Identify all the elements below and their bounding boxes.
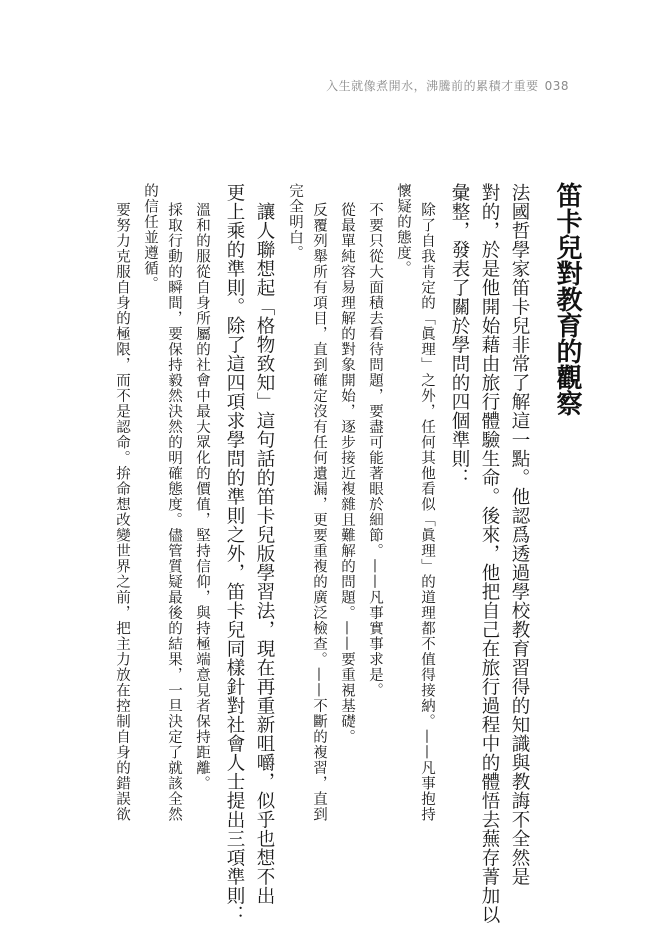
quote-line: 不要只從大面積去看待問題，要盡可能著眼於細節。——凡事實事求是。 xyxy=(367,202,383,698)
quote-line: 採取行動的瞬間，要保持毅然決然的明確態度。儘管質疑最後的結果，一旦決定了就該全然 xyxy=(166,202,182,822)
quote-line: 的信任並遵循。 xyxy=(142,183,158,292)
quote-line: 懷疑的態度。 xyxy=(395,183,411,276)
body-line: 法國哲學家笛卡兒非常了解這一點。他認爲透過學校教育習得的知識與教誨不全然是 xyxy=(509,183,530,886)
quote-line: 從最單純容易理解的對象開始，逐步接近複雜且難解的問題。——要重視基礎。 xyxy=(339,202,355,745)
body-line: 對的，於是他開始藉由旅行體驗生命。後來，他把自己在旅行過程中的體悟去蕪存菁加以 xyxy=(479,183,500,924)
quote-line: 反覆列舉所有項目，直到確定沒有任何遺漏，更要重複的廣泛檢查。——不斷的複習，直到 xyxy=(311,202,327,822)
quote-line: 完全明白。 xyxy=(287,183,303,261)
section-title: 笛卡兒對教育的觀察 xyxy=(552,182,582,416)
body-line: 讓人聯想起「格物致知」這句話的笛卡兒版學習法，現在再重新咀嚼，似乎也想不出 xyxy=(254,202,275,905)
page-number: 038 xyxy=(544,79,569,93)
running-title: 入生就像煮開水，沸騰前的累積才重要 xyxy=(326,79,539,93)
body-line: 彙整，發表了關於學問的四個準則： xyxy=(449,183,470,487)
quote-line: 除了自我肯定的「眞理」之外，任何其他看似「眞理」的道理都不值得接納。——凡事抱持 xyxy=(419,202,435,822)
quote-line: 溫和的服從自身所屬的社會中最大眾化的價值，堅持信仰，與持極端意見者保持距離。 xyxy=(194,202,210,791)
running-header xyxy=(326,77,569,94)
quote-line: 要努力克服自身的極限，而不是認命。拚命想改變世界之前，把主力放在控制自身的錯誤欲 xyxy=(114,202,130,822)
body-line: 更上乘的準則。除了這四項求學問的準則之外，笛卡兒同樣針對社會人士提出三項準則： xyxy=(224,183,245,924)
